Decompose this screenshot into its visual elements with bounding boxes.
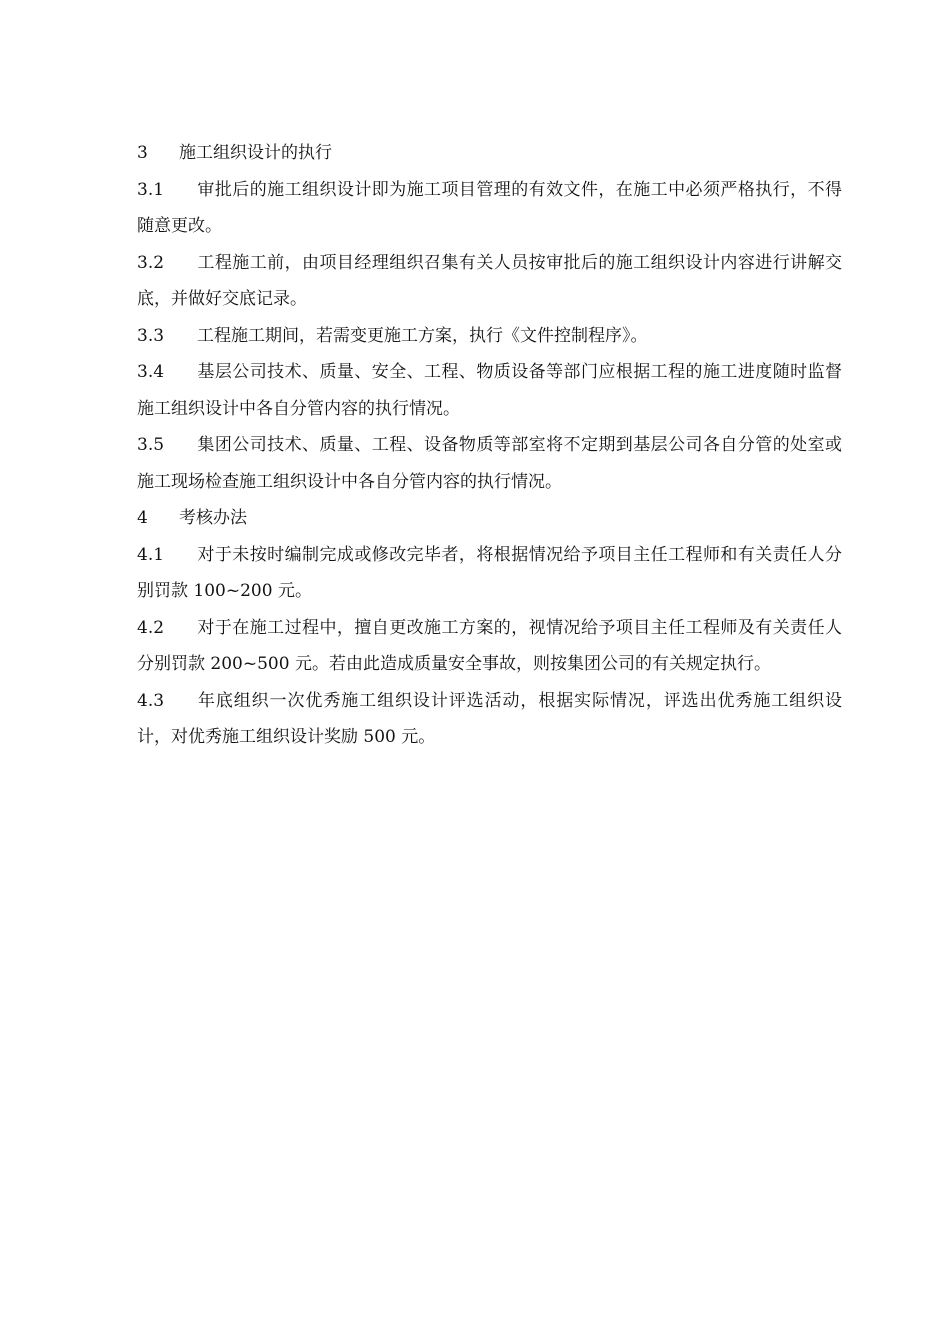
clause-number: 4.2 <box>137 617 165 638</box>
clause-4-2 <box>137 610 842 683</box>
clause-text: 工程施工期间，若需变更施工方案，执行《文件控制程序》。 <box>197 325 648 346</box>
clause-number: 4.3 <box>137 690 165 711</box>
clause-number: 3.5 <box>137 435 165 455</box>
section-heading-4 <box>137 500 842 537</box>
clause-number: 3.2 <box>137 252 165 273</box>
clause-number: 3.4 <box>137 362 165 382</box>
clause-3-1 <box>137 172 842 245</box>
section-title: 施工组织设计的执行 <box>179 143 332 163</box>
clause-number: 3.3 <box>137 325 165 346</box>
clause-3-3 <box>137 318 842 355</box>
clause-text: 对于在施工过程中，擅自更改施工方案的，视情况给予项目主任工程师及有关责任人分别罚款 200~500 元。若由此造成质量安全事故，则按集团公司的有关规定执行。 <box>137 617 842 674</box>
clause-text: 工程施工前，由项目经理组织召集有关人员按审批后的施工组织设计内容进行讲解交底，并做好交底记录。 <box>137 252 842 309</box>
clause-text: 集团公司技术、质量、工程、设备物质等部室将不定期到基层公司各自分管的处室或施工现场检查施工组织设计中各自分管内容的执行情况。 <box>137 435 842 492</box>
clause-number: 3.1 <box>137 179 165 200</box>
clause-text: 基层公司技术、质量、安全、工程、物质设备等部门应根据工程的施工进度随时监督施工组织设计中各自分管内容的执行情况。 <box>137 362 842 419</box>
clause-4-1 <box>137 537 842 610</box>
clause-4-3 <box>137 683 842 756</box>
section-heading-3 <box>137 135 842 172</box>
section-title: 考核办法 <box>179 508 247 528</box>
clause-text: 对于未按时编制完成或修改完毕者，将根据情况给予项目主任工程师和有关责任人分别罚款 100~200 元。 <box>137 544 842 601</box>
section-number: 3 <box>137 143 148 163</box>
clause-3-2 <box>137 245 842 318</box>
clause-3-5 <box>137 427 842 500</box>
document-body <box>137 135 842 756</box>
clause-3-4 <box>137 354 842 427</box>
clause-text: 年底组织一次优秀施工组织设计评选活动，根据实际情况，评选出优秀施工组织设计，对优秀施工组织设计奖励 500 元。 <box>137 690 842 747</box>
clause-number: 4.1 <box>137 544 165 565</box>
section-number: 4 <box>137 508 148 528</box>
clause-text: 审批后的施工组织设计即为施工项目管理的有效文件，在施工中必须严格执行，不得随意更改。 <box>137 179 842 236</box>
